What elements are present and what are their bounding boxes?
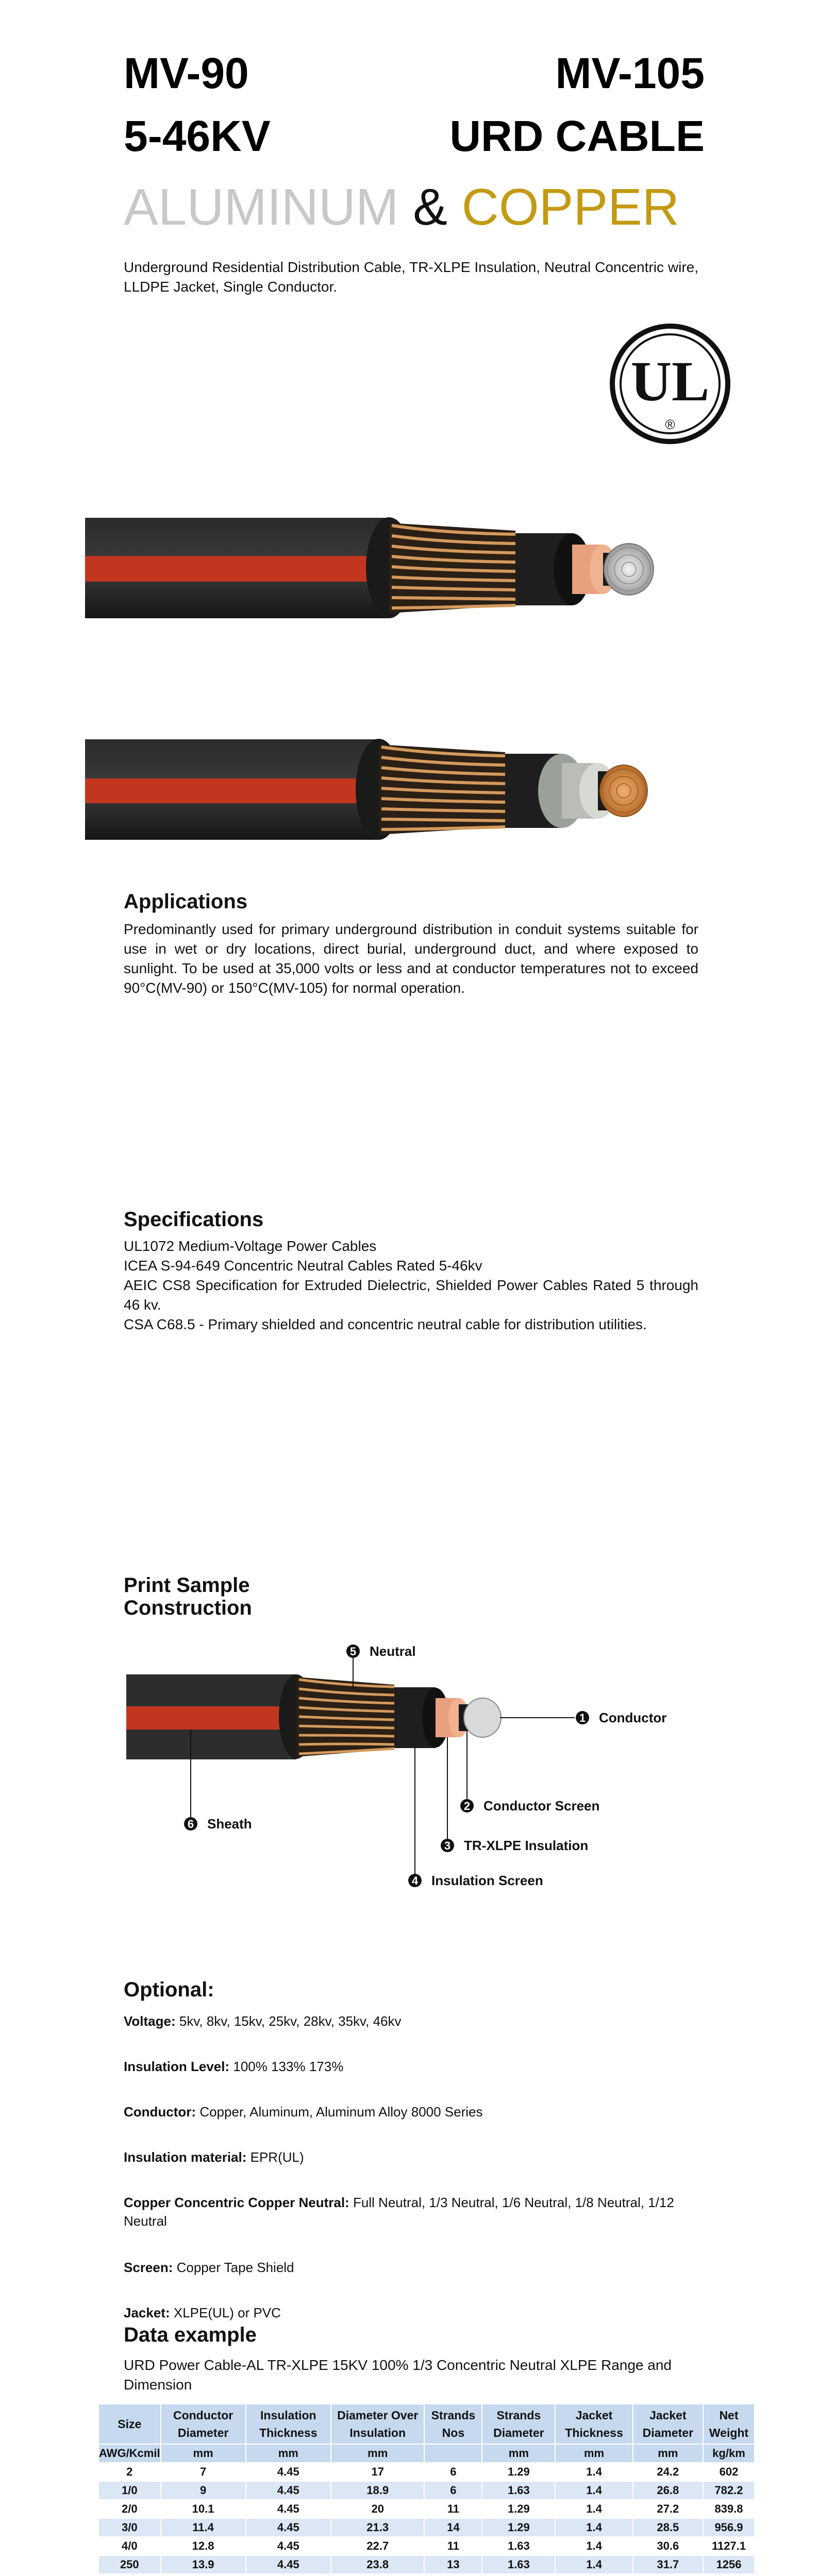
ul-registered-mark: ® <box>665 417 675 432</box>
title-left-2: 5-46KV <box>124 112 271 160</box>
option-label: Insulation material: <box>124 2149 247 2165</box>
unit-cell: mm <box>161 2444 246 2463</box>
callout-conductor-screen: Conductor Screen <box>483 1798 600 1814</box>
table-cell <box>424 2574 482 2576</box>
table-row <box>98 2574 755 2576</box>
optional-concentric-neutral <box>124 2193 698 2230</box>
unit-cell: kg/km <box>703 2444 755 2463</box>
callout-number: 2 <box>463 1800 471 1812</box>
jacket-red-stripe <box>85 778 379 803</box>
specifications-heading: Specifications <box>124 1208 264 1231</box>
table-cell <box>482 2574 555 2576</box>
optional-screen <box>124 2258 698 2277</box>
optional-voltage <box>124 2012 698 2030</box>
option-value: Copper Tape Shield <box>173 2260 294 2275</box>
option-value: XLPE(UL) or PVC <box>170 2305 281 2320</box>
callout-number: 1 <box>579 1711 586 1724</box>
table-cell: 13 <box>424 2555 482 2574</box>
applications-heading: Applications <box>124 890 248 913</box>
option-value: Copper, Aluminum, Aluminum Alloy 8000 Series <box>196 2104 483 2120</box>
optional-conductor <box>124 2103 698 2121</box>
table-cell: 1.4 <box>555 2463 632 2481</box>
column-header: Diameter Over Insulation <box>331 2404 424 2444</box>
table-cell: 4.45 <box>246 2537 331 2555</box>
aluminum-cable-image <box>82 502 670 631</box>
table-cell <box>246 2574 331 2576</box>
table-cell: 1.4 <box>555 2500 632 2518</box>
table-cell: 6 <box>424 2481 482 2500</box>
table-cell: 782.2 <box>703 2481 755 2500</box>
aluminum-conductor <box>604 544 654 595</box>
table-cell: 11 <box>424 2500 482 2518</box>
product-subtitle: Underground Residential Distribution Cable, TR-XLPE Insulation, Neutral Concentric wire, LLDPE Jacket, Single Conductor. <box>124 259 698 295</box>
table-cell: 18.9 <box>331 2481 424 2500</box>
option-value: 100% 133% 173% <box>229 2059 344 2074</box>
option-label: Screen: <box>124 2260 173 2275</box>
table-1-caption: URD Power Cable-AL TR-XLPE 15KV 100% 1/3 Concentric Neutral XLPE Range and Dimension <box>124 2357 672 2393</box>
column-header: Strands Nos <box>424 2404 482 2444</box>
unit-cell: mm <box>555 2444 632 2463</box>
data-example-heading: Data example <box>124 2324 257 2346</box>
table-cell: 3/0 <box>98 2518 161 2537</box>
table-cell: 20 <box>331 2500 424 2518</box>
option-label: Copper Concentric Copper Neutral: <box>124 2195 349 2210</box>
optional-insulation-material <box>124 2148 698 2166</box>
unit-cell: mm <box>633 2444 703 2463</box>
table-cell: 1.63 <box>482 2555 555 2574</box>
unit-cell: mm <box>482 2444 555 2463</box>
unit-cell <box>424 2444 482 2463</box>
table-cell: 839.8 <box>703 2500 755 2518</box>
table-cell: 4.45 <box>246 2500 331 2518</box>
ul-letters: UL <box>630 350 710 413</box>
table-cell: 1.63 <box>482 2537 555 2555</box>
unit-cell: mm <box>246 2444 331 2463</box>
optional-jacket <box>124 2303 698 2322</box>
table-cell: 4/0 <box>98 2537 161 2555</box>
applications-text: Predominantly used for primary underground distribution in conduit systems suitable for use in wet or dry locations, direct burial, underground duct, and where exposed to sunlight. To be used at 35,000 volts or less and at conductor temperatures not to exceed 90°C(MV-90) or 150°C(MV-105) for normal operation. <box>124 921 698 996</box>
table-cell: 11.4 <box>161 2518 246 2537</box>
callout-insulation-screen: Insulation Screen <box>431 1873 543 1888</box>
title-right-1: MV-105 <box>555 49 705 97</box>
table-cell <box>161 2574 246 2576</box>
cable-dimension-table-1 <box>98 2403 755 2576</box>
table-cell: 4.45 <box>246 2555 331 2574</box>
option-label: Jacket: <box>124 2305 170 2320</box>
construction-diagram <box>119 1628 711 1917</box>
table-cell: 1.4 <box>555 2481 632 2500</box>
ul-certification-logo <box>608 322 732 446</box>
option-label: Insulation Level: <box>124 2059 230 2074</box>
table-cell: 1.4 <box>555 2555 632 2574</box>
material-copper: COPPER <box>461 178 679 236</box>
callout-number: 6 <box>187 1818 194 1831</box>
table-cell: 22.7 <box>331 2537 424 2555</box>
material-aluminum: ALUMINUM <box>124 178 399 236</box>
column-header: Conductor Diameter <box>161 2404 246 2444</box>
table-cell: 10.1 <box>161 2500 246 2518</box>
table-cell: 1.29 <box>482 2500 555 2518</box>
table-cell: 30.6 <box>633 2537 703 2555</box>
table-cell: 1.63 <box>482 2481 555 2500</box>
optional-heading: Optional: <box>124 1978 214 2001</box>
callout-number: 4 <box>411 1874 419 1887</box>
material-ampersand: & <box>413 178 447 236</box>
table-cell: 1.4 <box>555 2537 632 2555</box>
specifications-list <box>124 1236 698 1334</box>
callout-sheath: Sheath <box>207 1816 252 1832</box>
construction-heading <box>124 1574 252 1619</box>
table-header-row <box>98 2404 755 2444</box>
callout-number: 5 <box>349 1645 357 1658</box>
table-cell <box>703 2574 755 2576</box>
table-cell: 1127.1 <box>703 2537 755 2555</box>
diagram-jacket-stripe <box>126 1706 296 1730</box>
table-row <box>98 2463 755 2481</box>
table-cell: 14 <box>424 2518 482 2537</box>
table-cell: 31.7 <box>633 2555 703 2574</box>
table-cell <box>633 2574 703 2576</box>
table-cell: 23.8 <box>331 2555 424 2574</box>
table-cell: 21.3 <box>331 2518 424 2537</box>
column-header: Net Weight <box>703 2404 755 2444</box>
table-cell: 1/0 <box>98 2481 161 2500</box>
table-cell: 4.45 <box>246 2463 331 2481</box>
table-cell: 13.9 <box>161 2555 246 2574</box>
optional-insulation-level <box>124 2057 698 2076</box>
material-title <box>124 178 679 236</box>
table-cell <box>98 2574 161 2576</box>
callout-neutral: Neutral <box>370 1643 416 1659</box>
copper-cable-image <box>82 724 670 853</box>
print-sample-heading: Print Sample <box>124 1574 250 1597</box>
table-cell: 11 <box>424 2537 482 2555</box>
table-row <box>98 2518 755 2537</box>
table-cell: 1.4 <box>555 2518 632 2537</box>
spec-line: CSA C68.5 - Primary shielded and concentric neutral cable for distribution utilities. <box>124 1316 647 1332</box>
table-cell <box>331 2574 424 2576</box>
table-cell: 4.45 <box>246 2481 331 2500</box>
column-header: Size <box>98 2404 161 2444</box>
spec-line: ICEA S-94-649 Concentric Neutral Cables Rated 5-46kv <box>124 1258 482 1274</box>
table-cell: 24.2 <box>633 2463 703 2481</box>
table-cell: 1.29 <box>482 2463 555 2481</box>
table-cell: 1256 <box>703 2555 755 2574</box>
construction-subheading: Construction <box>124 1597 252 1619</box>
table-cell: 4.45 <box>246 2518 331 2537</box>
table-cell: 6 <box>424 2463 482 2481</box>
table-row <box>98 2481 755 2500</box>
option-value: EPR(UL) <box>246 2149 304 2165</box>
column-header: Strands Diameter <box>482 2404 555 2444</box>
title-left-1: MV-90 <box>124 49 249 97</box>
option-label: Conductor: <box>124 2104 196 2120</box>
spec-line: UL1072 Medium-Voltage Power Cables <box>124 1238 377 1254</box>
title-right-2: URD CABLE <box>449 112 705 160</box>
table-cell: 12.8 <box>161 2537 246 2555</box>
column-header: Jacket Diameter <box>633 2404 703 2444</box>
table-cell: 602 <box>703 2463 755 2481</box>
table-cell: 28.5 <box>633 2518 703 2537</box>
spec-line: AEIC CS8 Specification for Extruded Dielectric, Shielded Power Cables Rated 5 through 46 kv. <box>124 1277 698 1313</box>
option-value: 5kv, 8kv, 15kv, 25kv, 28kv, 35kv, 46kv <box>175 2013 402 2029</box>
table-cell: 7 <box>161 2463 246 2481</box>
unit-cell: mm <box>331 2444 424 2463</box>
table-cell: 2/0 <box>98 2500 161 2518</box>
table-cell <box>555 2574 632 2576</box>
unit-cell: AWG/Kcmil <box>98 2444 161 2463</box>
table-units-row <box>98 2444 755 2463</box>
table-cell: 26.8 <box>633 2481 703 2500</box>
table-cell: 17 <box>331 2463 424 2481</box>
callout-tr-xlpe-insulation: TR-XLPE Insulation <box>464 1838 589 1853</box>
table-cell: 956.9 <box>703 2518 755 2537</box>
jacket-red-stripe <box>85 556 389 582</box>
table-row <box>98 2555 755 2574</box>
callout-number: 3 <box>444 1839 451 1852</box>
table-row <box>98 2537 755 2555</box>
callout-conductor: Conductor <box>599 1710 667 1725</box>
diagram-conductor <box>464 1698 501 1737</box>
table-row <box>98 2500 755 2518</box>
copper-conductor <box>600 765 647 817</box>
table-cell: 250 <box>98 2555 161 2574</box>
column-header: Jacket Thickness <box>555 2404 632 2444</box>
table-cell: 9 <box>161 2481 246 2500</box>
option-label: Voltage: <box>124 2013 176 2029</box>
column-header: Insulation Thickness <box>246 2404 331 2444</box>
table-cell: 1.29 <box>482 2518 555 2537</box>
option-value: Full Neutral, 1/3 Neutral, 1/6 Neutral, 1/8 Neutral, 1/12 Neutral <box>124 2195 674 2229</box>
table-cell: 2 <box>98 2463 161 2481</box>
table-cell: 27.2 <box>633 2500 703 2518</box>
